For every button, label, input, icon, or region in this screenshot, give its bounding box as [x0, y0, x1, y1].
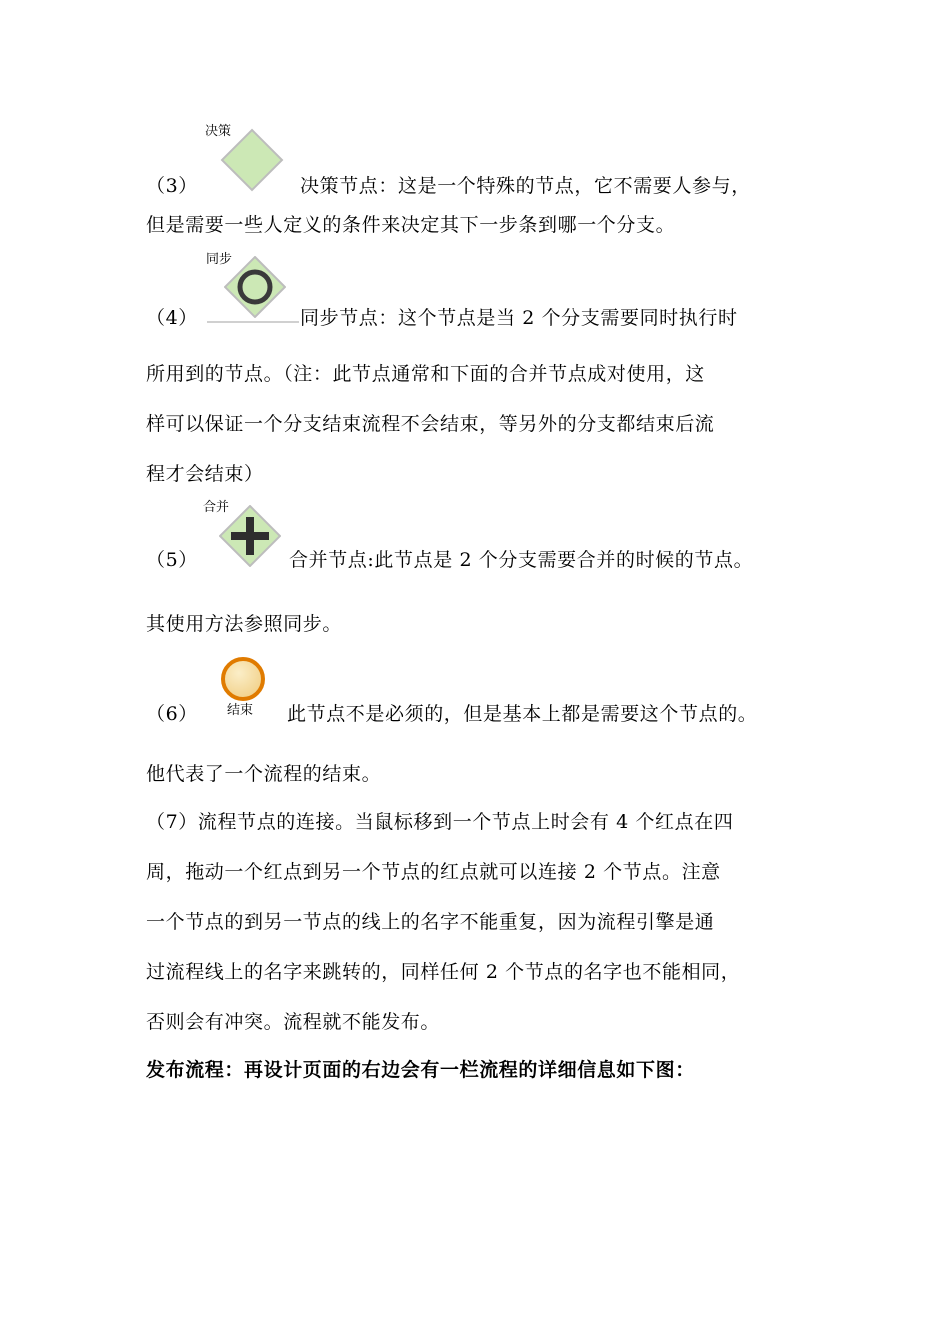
end-icon-label: 结束 [227, 703, 254, 718]
item-4-number: （4） [146, 307, 198, 329]
item-5-number: （5） [146, 549, 198, 571]
sync-circle-diamond-icon [224, 256, 286, 318]
item-4-line-3: 样可以保证一个分支结束流程不会结束，等另外的分支都结束后流 [146, 413, 715, 435]
item-6-line-2: 他代表了一个流程的结束。 [146, 763, 382, 785]
item-7-line-5: 否则会有冲突。流程就不能发布。 [146, 1011, 441, 1033]
decision-icon-label: 决策 [205, 124, 232, 139]
end-circle-icon [218, 654, 268, 704]
publish-heading: 发布流程：再设计页面的右边会有一栏流程的详细信息如下图： [146, 1059, 695, 1081]
item-5-line-2: 其使用方法参照同步。 [146, 613, 343, 635]
item-5-line-1: 合并节点:此节点是 2 个分支需要合并的时候的节点。 [289, 549, 754, 571]
merge-icon-label: 合并 [203, 500, 230, 515]
item-7-line-1: （7）流程节点的连接。当鼠标移到一个节点上时会有 4 个红点在四 [146, 811, 734, 833]
item-3-number: （3） [146, 175, 198, 197]
item-3-line-2: 但是需要一些人定义的条件来决定其下一步条到哪一个分支。 [146, 214, 676, 236]
decision-diamond-icon [220, 128, 284, 192]
item-7-line-4: 过流程线上的名字来跳转的，同样任何 2 个节点的名字也不能相同， [146, 961, 741, 983]
item-6-line-1: 此节点不是必须的，但是基本上都是需要这个节点的。 [287, 703, 758, 725]
merge-plus-diamond-icon [219, 505, 281, 567]
item-7-line-3: 一个节点的到另一节点的线上的名字不能重复，因为流程引擎是通 [146, 911, 715, 933]
item-3-line-1: 决策节点：这是一个特殊的节点，它不需要人参与， [300, 175, 751, 197]
item-4-line-2: 所用到的节点。（注：此节点通常和下面的合并节点成对使用，这 [146, 363, 705, 385]
item-6-number: （6） [146, 703, 198, 725]
sync-icon-label: 同步 [206, 252, 233, 267]
sync-icon-baseline [207, 321, 299, 323]
item-4-line-4: 程才会结束） [146, 463, 264, 485]
item-7-line-2: 周，拖动一个红点到另一个节点的红点就可以连接 2 个节点。注意 [146, 861, 721, 883]
item-4-line-1: 同步节点：这个节点是当 2 个分支需要同时执行时 [300, 307, 738, 329]
